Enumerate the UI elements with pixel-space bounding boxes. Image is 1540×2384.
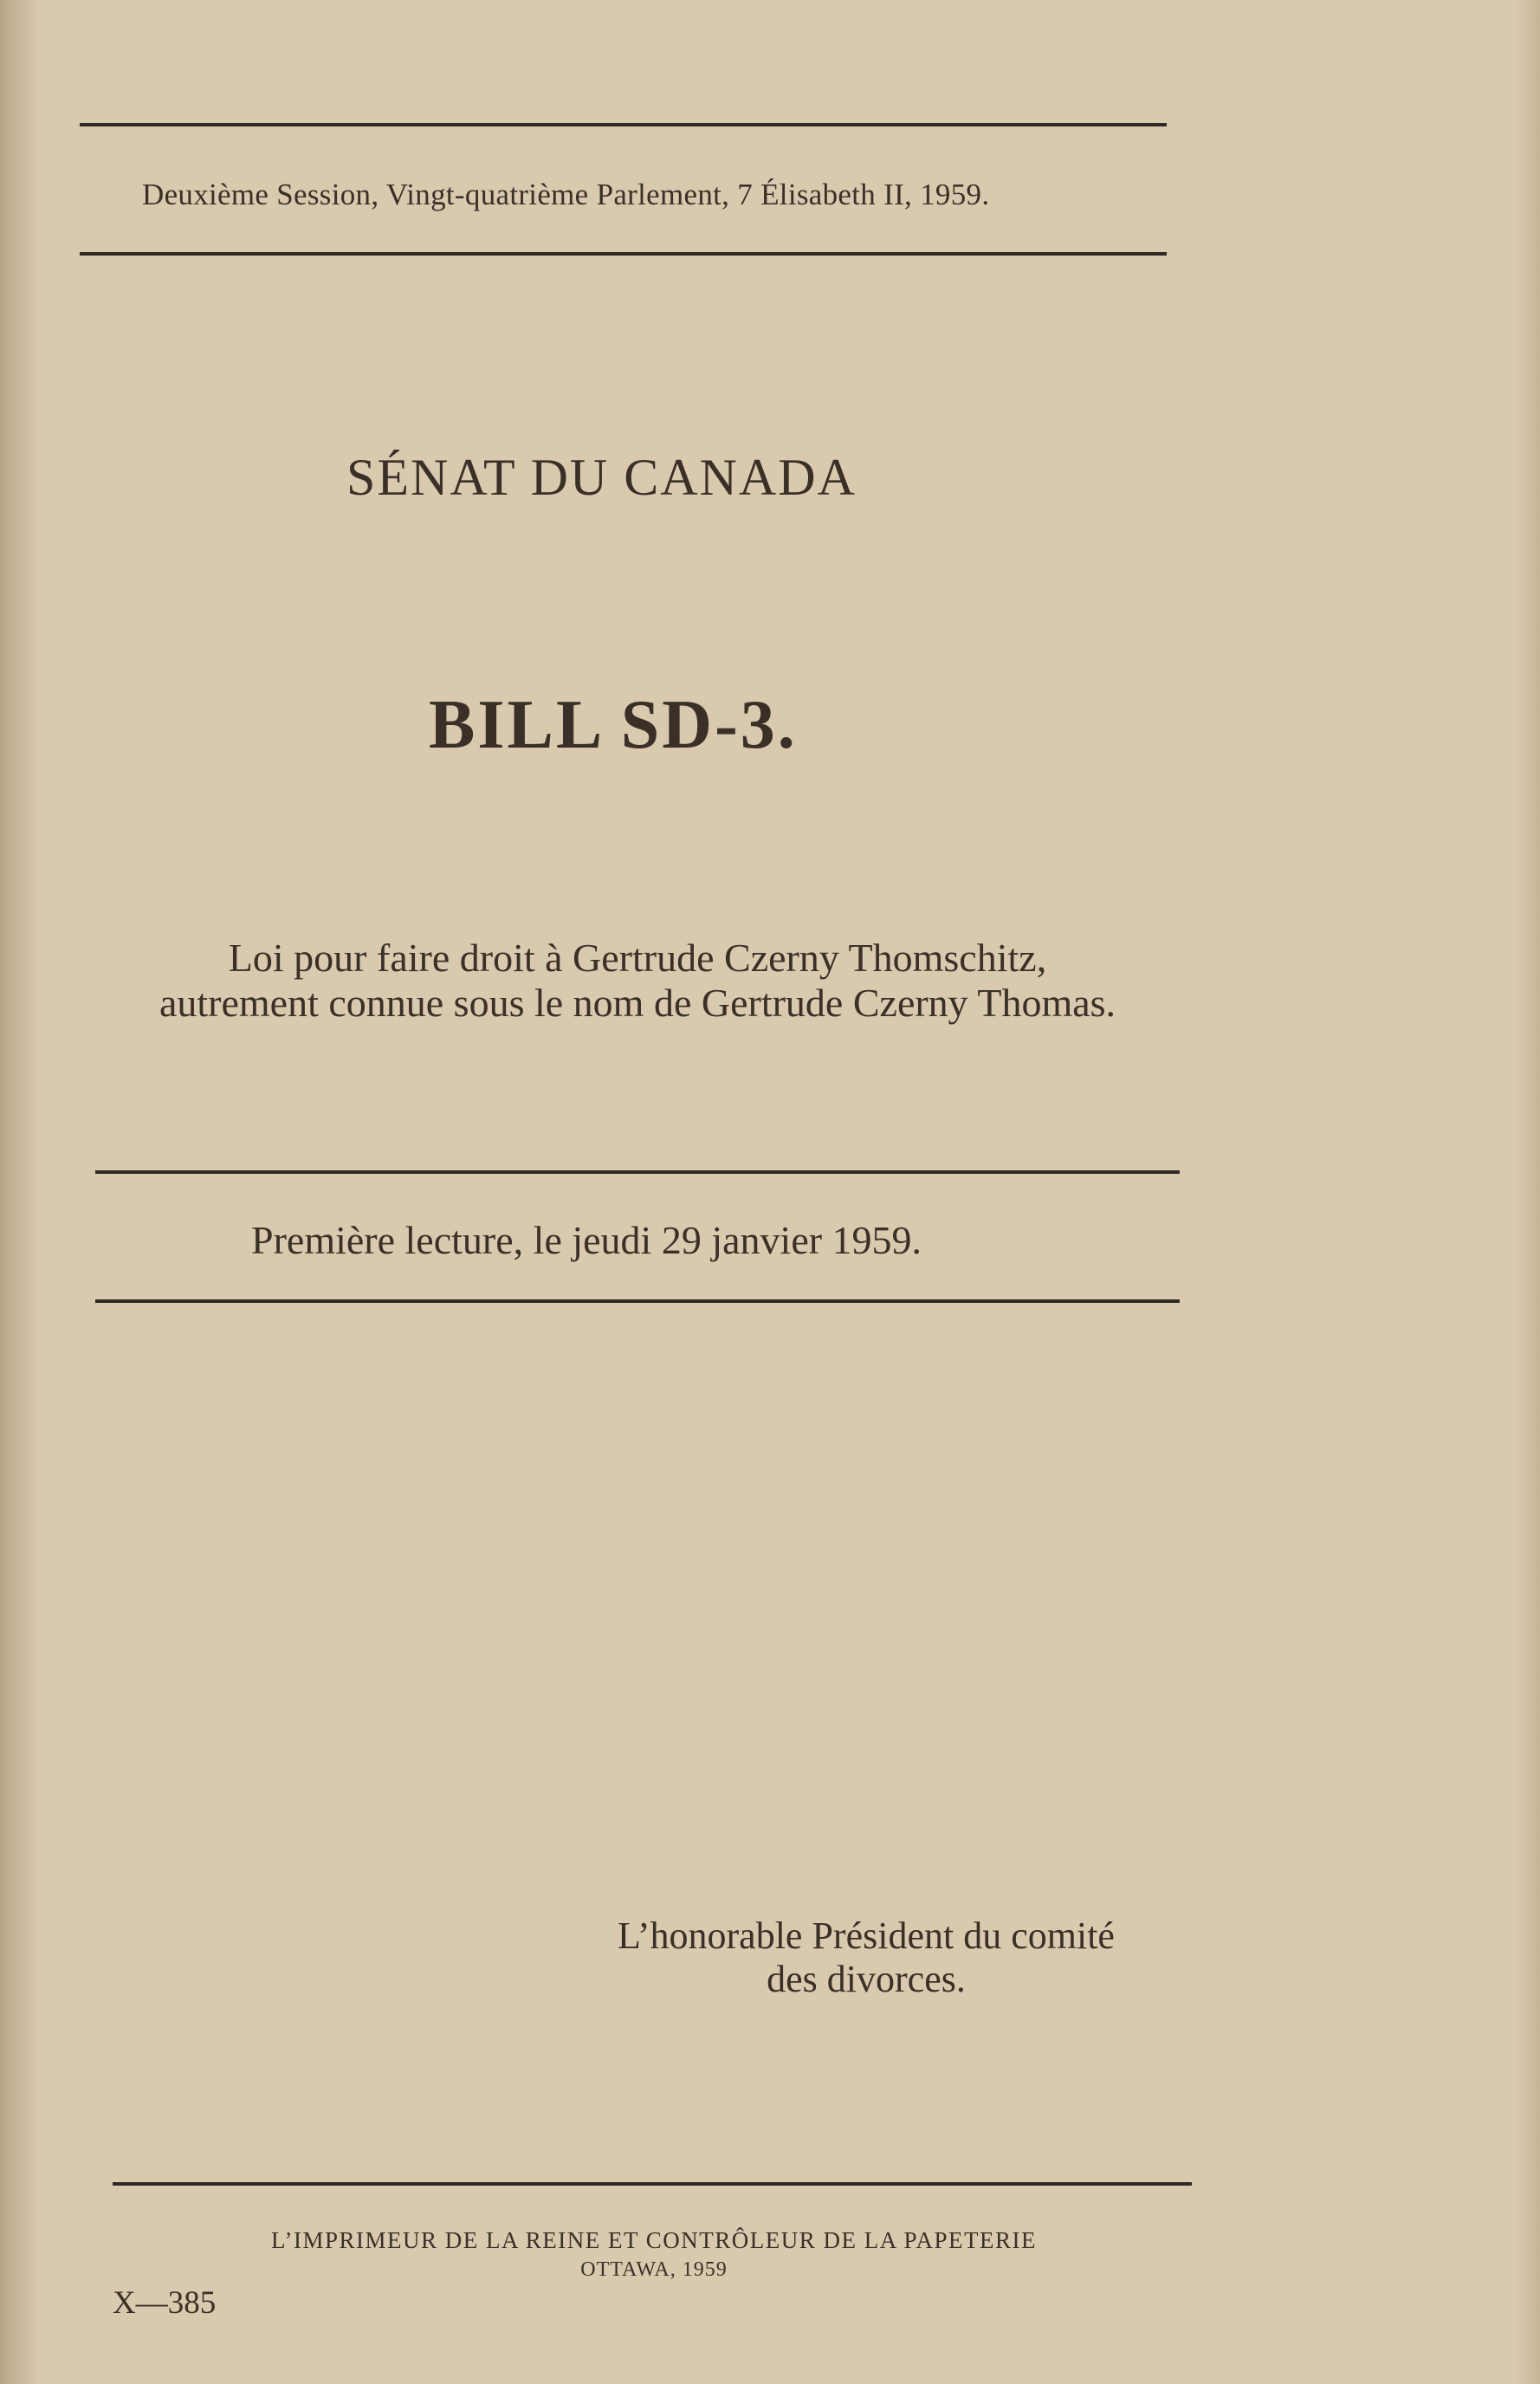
header-bottom-rule [80,252,1167,256]
session-line: Deuxième Session, Vingt-quatrième Parlement, 7 Élisabeth II, 1959. [142,178,990,211]
printer-block [173,2225,1135,2284]
printer-city: OTTAWA, 1959 [580,2258,728,2281]
reading-top-rule [95,1170,1180,1174]
page-edge-shadow [1516,0,1540,2384]
senate-heading: SÉNAT DU CANADA [346,449,857,506]
document-code: X—385 [113,2285,217,2321]
bill-title [91,936,1184,1026]
bill-number: BILL SD-3. [429,687,798,763]
bill-title-line-2: autrement connue sous le nom de Gertrude Czerny Thomas. [159,981,1116,1025]
first-reading-line: Première lecture, le jeudi 29 janvier 1959. [251,1218,922,1262]
sponsor-block [537,1914,1195,2001]
binding-shadow [0,0,40,2384]
footer-rule [113,2182,1192,2186]
top-rule [80,123,1167,126]
sponsor-line-2: des divorces. [767,1958,966,2000]
sponsor-line-1: L’honorable Président du comité [618,1914,1115,1957]
reading-bottom-rule [95,1299,1180,1303]
printer-name: L’IMPRIMEUR DE LA REINE ET CONTRÔLEUR DE LA PAPETERIE [270,2227,1037,2253]
bill-title-line-1: Loi pour faire droit à Gertrude Czerny Thomschitz, [228,936,1047,980]
